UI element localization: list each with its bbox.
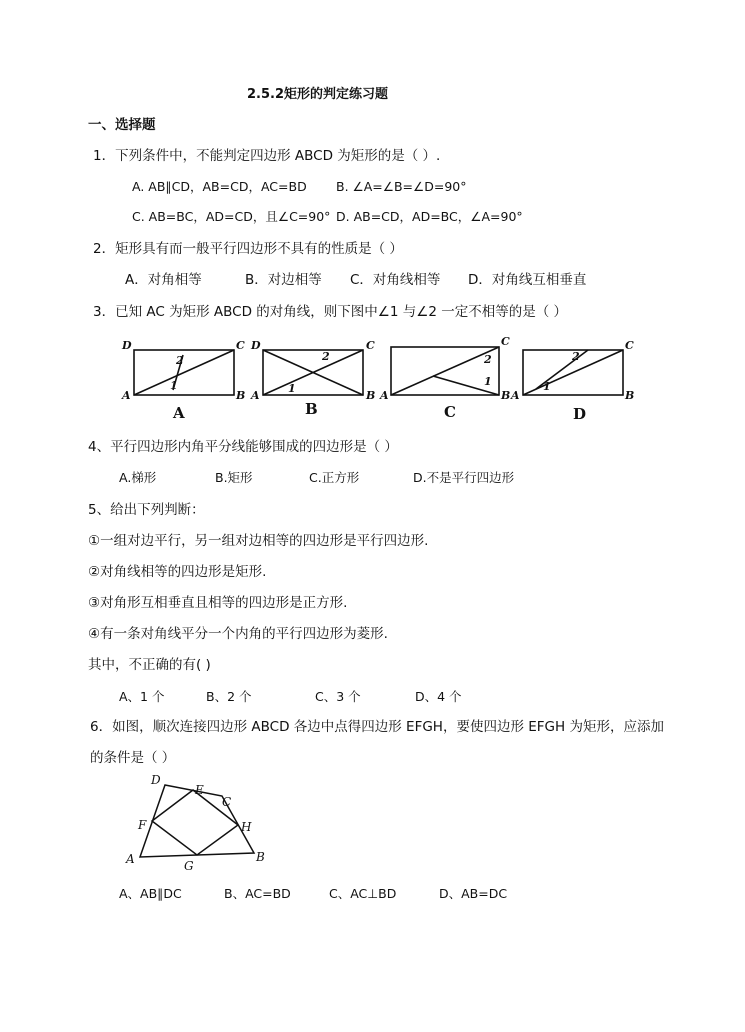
fig-d-angle-1: 1 [543,380,551,393]
q2-option-a: A．对角相等 [125,272,202,288]
q5-stem: 5、给出下列判断： [88,502,205,518]
point-b-label: B [256,850,265,864]
fig-c-label-b: B [501,389,511,402]
point-c-label: C [222,795,232,809]
q6-stem-line-2: 的条件是（ ） [90,750,176,766]
q1-option-c: C. AB=BC，AD=CD，且∠C=90° [132,209,331,224]
q5-option-d: D、4 个 [415,689,462,704]
q5-statement-1: ①一组对边平行，另一组对边相等的四边形是平行四边形. [88,533,429,549]
point-a-label: A [126,852,135,866]
fig-a-label-b: B [236,389,246,402]
q5-question: 其中，不正确的有( ) [88,657,211,673]
fig-b-label-b: B [366,389,376,402]
fig-c-caption: C [444,403,456,421]
q1-option-b: B. ∠A=∠B=∠D=90° [336,179,467,194]
q2-stem: 2．矩形具有而一般平行四边形不具有的性质是（ ） [93,241,403,257]
fig-d-label-a: A [511,389,520,402]
fig-a-caption: A [173,404,185,422]
q2-option-b: B．对边相等 [245,272,322,288]
q4-option-a: A.梯形 [119,470,157,485]
fig-a-label-a: A [122,389,131,402]
q5-statement-4: ④有一条对角线平分一个内角的平行四边形为菱形. [88,626,388,642]
page-title: 2.5.2矩形的判定练习题 [247,87,389,102]
fig-d-label-b: B [625,389,635,402]
fig-a-label-c: C [236,339,245,352]
q6-option-b: B、AC=BD [224,886,291,901]
fig-d-angle-2: 2 [572,350,580,363]
fig-c-angle-1: 1 [484,375,492,388]
q6-stem-line-1: 6．如图，顺次连接四边形 ABCD 各边中点得四边形 EFGH，要使四边形 EFGH 为矩形，应添加 [90,719,664,735]
q1-option-d: D. AB=CD，AD=BC，∠A=90° [336,209,523,224]
q6-quadrilateral-figure [118,770,278,875]
q4-option-c: C.正方形 [309,470,360,485]
q4-option-d: D.不是平行四边形 [413,470,515,485]
section-heading: 一、选择题 [88,117,156,133]
q5-statement-2: ②对角线相等的四边形是矩形. [88,564,267,580]
point-f-label: F [138,818,147,832]
fig-c-diagonal [391,347,499,395]
point-e-label: E [195,783,204,797]
fig-b-label-d: D [251,339,261,352]
q1-stem: 1．下列条件中，不能判定四边形 ABCD 为矩形的是（ ）. [93,148,441,164]
q6-option-c: C、AC⊥BD [329,886,397,901]
fig-d-caption: D [573,405,587,423]
q4-option-b: B.矩形 [215,470,253,485]
fig-d-label-c: C [625,339,634,352]
point-g-label: G [184,859,194,873]
q6-option-a: A、AB∥DC [119,886,182,901]
q3-figures [118,333,638,423]
point-d-label: D [151,773,161,787]
fig-b-angle-2: 2 [322,350,330,363]
fig-b-caption: B [305,400,318,418]
fig-b-label-c: C [366,339,375,352]
q4-stem: 4、平行四边形内角平分线能够围成的四边形是（ ） [88,439,398,455]
point-h-label: H [241,820,252,834]
q2-option-d: D．对角线互相垂直 [468,272,587,288]
q6-option-d: D、AB=DC [439,886,508,901]
q5-option-c: C、3 个 [315,689,361,704]
fig-c-angle-2: 2 [484,353,492,366]
q5-option-b: B、2 个 [206,689,252,704]
fig-a-angle-2: 2 [176,354,184,367]
fig-c-label-a: A [380,389,389,402]
q5-option-a: A、1 个 [119,689,165,704]
q3-stem: 3．已知 AC 为矩形 ABCD 的对角线，则下图中∠1 与∠2 一定不相等的是（ ） [93,304,568,320]
q5-statement-3: ③对角形互相垂直且相等的四边形是正方形. [88,595,348,611]
fig-b-angle-1: 1 [288,382,296,395]
fig-a-label-d: D [122,339,132,352]
q1-option-a: A. AB∥CD，AB=CD，AC=BD [132,179,307,194]
fig-a-diagonal [134,350,234,395]
fig-b-label-a: A [251,389,260,402]
q2-option-c: C．对角线相等 [350,272,441,288]
fig-c-label-c: C [501,335,510,348]
fig-a-angle-1: 1 [170,379,178,392]
